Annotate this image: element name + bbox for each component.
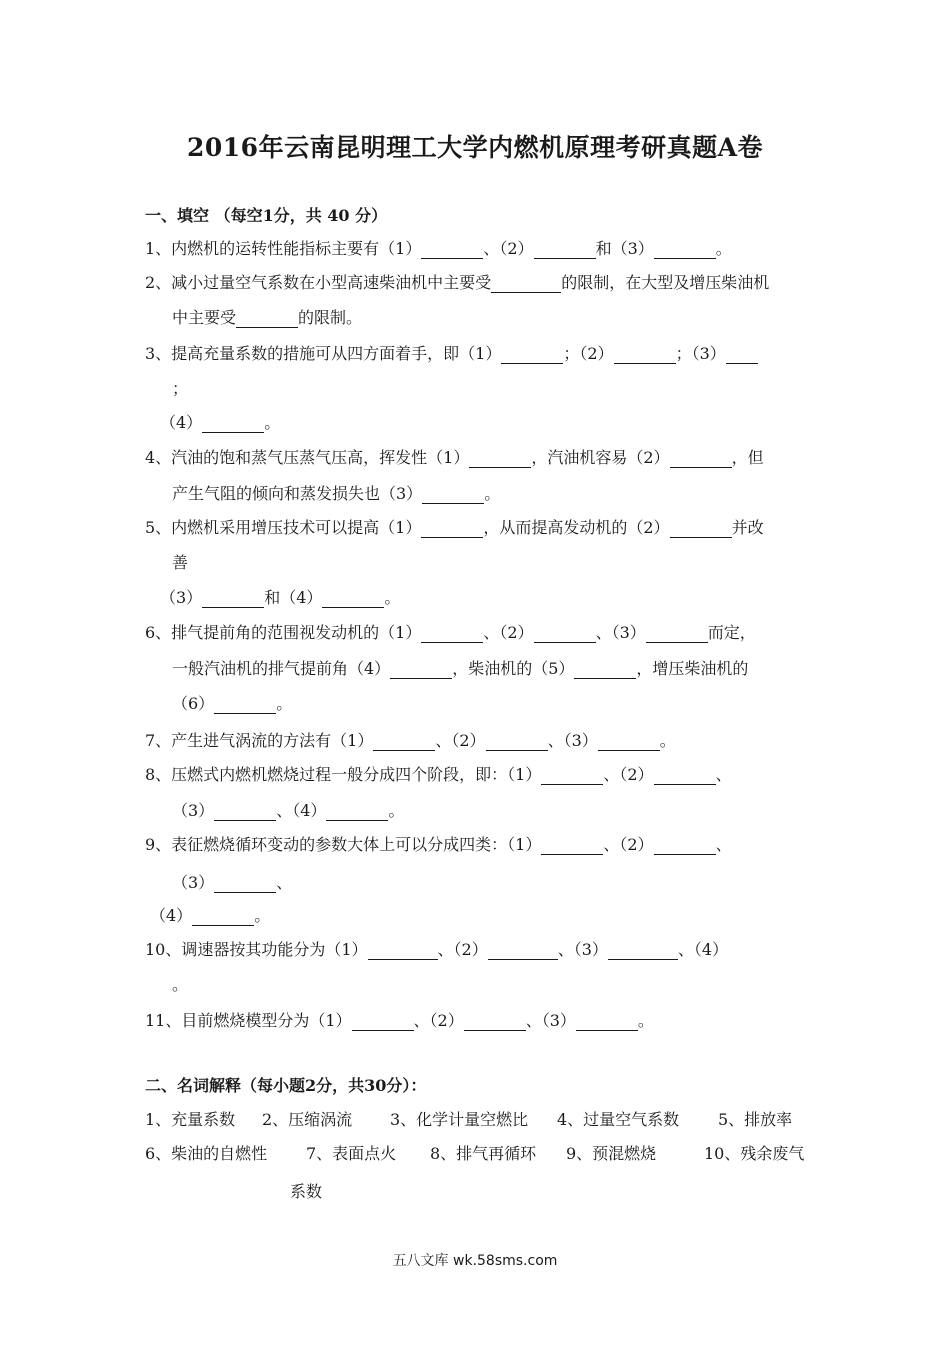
blank bbox=[421, 241, 483, 259]
blank bbox=[322, 590, 384, 608]
term-6: 6、柴油的自燃性 bbox=[145, 1144, 268, 1163]
blank bbox=[670, 520, 732, 538]
term-3: 3、化学计量空燃比 bbox=[390, 1110, 529, 1129]
blank bbox=[352, 1013, 414, 1031]
blank bbox=[654, 241, 716, 259]
question-3: 3、提高充量系数的措施可从四方面着手，即（1） ；（2） ；（3） bbox=[145, 341, 758, 364]
question-4: 4、汽油的饱和蒸气压蒸气压高，挥发性（1） ，汽油机容易（2） ，但 bbox=[145, 448, 764, 467]
blank bbox=[368, 942, 438, 960]
blank bbox=[574, 661, 636, 679]
blank bbox=[541, 767, 603, 785]
term-1: 1、充量系数 bbox=[145, 1110, 236, 1129]
blank bbox=[421, 625, 483, 643]
page-title: 2016年云南昆明理工大学内燃机原理考研真题A卷 bbox=[187, 133, 763, 162]
term-4: 4、过量空气系数 bbox=[557, 1110, 680, 1129]
question-9-cont: （3） 、 bbox=[172, 873, 293, 892]
blank bbox=[214, 875, 276, 893]
question-2-cont: 中主要受 的限制。 bbox=[172, 308, 363, 327]
question-1: 1、内燃机的运转性能指标主要有（1） 、（2） 和（3） 。 bbox=[145, 239, 732, 258]
blank bbox=[214, 696, 276, 714]
blank bbox=[214, 803, 276, 821]
question-5-cont: 善 bbox=[172, 553, 189, 572]
question-8: 8、压燃式内燃机燃烧过程一般分成四个阶段，即：（1） 、（2） 、 bbox=[145, 765, 732, 784]
blank bbox=[646, 625, 708, 643]
blank bbox=[726, 346, 758, 364]
blank bbox=[469, 450, 531, 468]
blank bbox=[501, 346, 563, 364]
section2-heading: 二、名词解释（每小题2分，共30分）： bbox=[145, 1076, 427, 1095]
blank bbox=[192, 908, 254, 926]
term-7: 7、表面点火 bbox=[306, 1144, 397, 1163]
term-8: 8、排气再循环 bbox=[430, 1144, 537, 1163]
question-11: 11、目前燃烧模型分为（1） 、（2） 、（3） 。 bbox=[145, 1011, 654, 1030]
question-3-cont: （4） 。 bbox=[160, 413, 281, 432]
section1-heading: 一、填空 （每空1分，共 40 分） bbox=[145, 206, 388, 225]
question-5: 5、内燃机采用增压技术可以提高（1） ，从而提高发动机的（2） 并改 bbox=[145, 518, 764, 537]
blank bbox=[202, 415, 264, 433]
blank bbox=[236, 310, 298, 328]
blank bbox=[422, 486, 484, 504]
term-5: 5、排放率 bbox=[718, 1110, 793, 1129]
question-10-cont: 。 bbox=[172, 975, 189, 994]
blank bbox=[614, 346, 676, 364]
blank bbox=[598, 733, 660, 751]
footer-watermark: 五八文库 wk.58sms.com bbox=[392, 1253, 558, 1269]
question-4-cont: 产生气阻的倾向和蒸发损失也（3） 。 bbox=[172, 484, 501, 503]
blank bbox=[670, 450, 732, 468]
blank bbox=[464, 1013, 526, 1031]
term-10: 10、残余废气 bbox=[704, 1144, 805, 1163]
blank bbox=[373, 733, 435, 751]
question-5-cont2: （3） 和（4） 。 bbox=[160, 588, 401, 607]
question-6: 6、排气提前角的范围视发动机的（1） 、（2） 、（3） 而定， bbox=[145, 623, 756, 642]
blank bbox=[541, 837, 603, 855]
question-9-cont2: （4） 。 bbox=[150, 906, 271, 925]
blank bbox=[534, 625, 596, 643]
question-6-cont2: （6） 。 bbox=[172, 694, 293, 713]
question-8-cont: （3） 、（4） 。 bbox=[172, 801, 405, 820]
blank bbox=[534, 241, 596, 259]
question-9: 9、表征燃烧循环变动的参数大体上可以分成四类：（1） 、（2） 、 bbox=[145, 835, 732, 854]
blank bbox=[202, 590, 264, 608]
blank bbox=[654, 837, 716, 855]
question-7: 7、产生进气涡流的方法有（1） 、（2） 、（3） 。 bbox=[145, 731, 676, 750]
question-6-cont: 一般汽油机的排气提前角（4） ，柴油机的（5） ，增压柴油机的 bbox=[172, 659, 749, 678]
blank bbox=[576, 1013, 638, 1031]
blank bbox=[326, 803, 388, 821]
blank bbox=[491, 275, 561, 293]
question-3-semicolon: ； bbox=[172, 379, 189, 398]
blank bbox=[390, 661, 452, 679]
term-2: 2、压缩涡流 bbox=[262, 1110, 353, 1129]
blank bbox=[654, 767, 716, 785]
blank bbox=[421, 520, 483, 538]
blank bbox=[608, 942, 678, 960]
term-9: 9、预混燃烧 bbox=[566, 1144, 657, 1163]
question-10: 10、调速器按其功能分为（1） 、（2） 、（3） 、（4） bbox=[145, 940, 729, 959]
blank bbox=[488, 942, 558, 960]
question-2: 2、减小过量空气系数在小型高速柴油机中主要受 的限制，在大型及增压柴油机 bbox=[145, 273, 770, 292]
blank bbox=[486, 733, 548, 751]
term-10-cont: 系数 bbox=[290, 1182, 323, 1201]
